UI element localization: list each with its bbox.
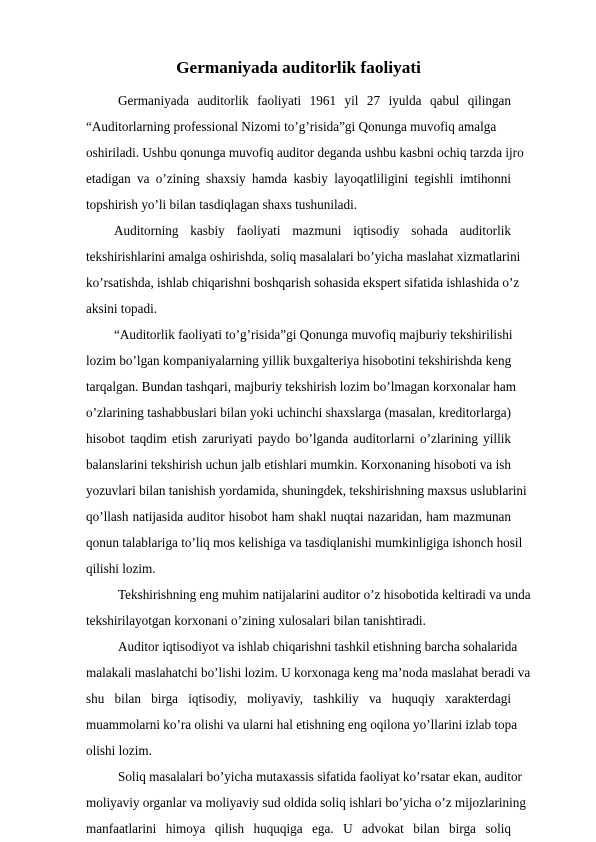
paragraph-line: tarqalgan. Bundan tashqari, majburiy tekshirish lozim bo’lmagan korxonalar ham <box>86 379 516 394</box>
paragraph-line: ko’rsatishda, ishlab chiqarishni boshqarish sohasida ekspert sifatida ishlashida o’z <box>86 275 520 290</box>
paragraph-line: Auditor iqtisodiyot va ishlab chiqarishni tashkil etishning barcha sohalarida <box>118 639 518 654</box>
paragraph-line: qonun talablariga to’liq mos kelishiga va tasdiqlanishi mumkinligiga ishonch hosil <box>86 535 523 550</box>
paragraph-line: Soliq masalalari bo’yicha mutaxassis sifatida faoliyat ko’rsatar ekan, auditor <box>118 769 522 784</box>
paragraph-line: etadigan va o’zining shaxsiy hamda kasbiy layoqatliligini tegishli imtihonni <box>86 171 511 186</box>
paragraph-line: oshiriladi. Ushbu qonunga muvofiq auditor deganda ushbu kasbni ochiq tarzda ijro <box>86 145 524 160</box>
paragraph-line: qilishi lozim. <box>86 561 156 576</box>
paragraph-line: malakali maslahatchi bo’lishi lozim. U korxonaga keng ma’noda maslahat beradi va <box>86 665 531 680</box>
paragraph-line: Tekshirishning eng muhim natijalarini auditor o’z hisobotida keltiradi va unda <box>118 587 531 602</box>
paragraph-line: o’zlarining tashabbuslari bilan yoki uchinchi shaxslarga (masalan, kreditorlarga) <box>86 405 511 420</box>
paragraph-line: lozim bo’lgan kompaniyalarning yillik buxgalteriya hisobotini tekshirishda keng <box>86 353 512 368</box>
paragraph-line: shu bilan birga iqtisodiy, moliyaviy, tashkiliy va huquqiy xarakterdagi <box>86 691 511 706</box>
paragraph-line: “Auditorlarning professional Nizomi to’g’risida”gi Qonunga muvofiq amalga <box>86 119 497 134</box>
paragraph-line: aksini topadi. <box>86 301 158 316</box>
paragraph-line: qo’llash natijasida auditor hisobot ham shakl nuqtai nazaridan, ham mazmunan <box>86 509 511 524</box>
document-title: Germaniyada auditorlik faoliyati <box>176 58 421 77</box>
paragraph-line: muammolarni ko’ra olishi va ularni hal etishning eng oqilona yo’llarini izlab topa <box>86 717 518 732</box>
paragraph-line: tekshirishlarini amalga oshirishda, soliq masalalari bo’yicha maslahat xizmatlarini <box>86 249 521 264</box>
paragraph-line: Auditorning kasbiy faoliyati mazmuni iqtisodiy sohada auditorlik <box>114 223 511 238</box>
paragraph-line: moliyaviy organlar va moliyaviy sud oldida soliq ishlari bo’yicha o’z mijozlarining <box>86 795 526 810</box>
paragraph-line: yozuvlari bilan tanishish yordamida, shuningdek, tekshirishning maxsus uslublarini <box>86 483 527 498</box>
paragraph-line: tekshirilayotgan korxonani o’zining xulosalari bilan tanishtiradi. <box>86 613 426 628</box>
paragraph-line: topshirish yo’li bilan tasdiqlagan shaxs tushuniladi. <box>86 197 358 212</box>
paragraph-line: olishi lozim. <box>86 743 152 758</box>
paragraph-line: balanslarini tekshirish uchun jalb etishlari mumkin. Korxonaning hisoboti va ish <box>86 457 511 472</box>
paragraph-line: “Auditorlik faoliyati to’g’risida”gi Qonunga muvofiq majburiy tekshirilishi <box>114 327 513 342</box>
paragraph-line: Germaniyada auditorlik faoliyati 1961 yil 27 iyulda qabul qilingan <box>118 93 511 108</box>
paragraph-line: manfaatlarini himoya qilish huquqiga ega. U advokat bilan birga soliq <box>86 821 511 836</box>
paragraph-line: hisobot taqdim etish zaruriyati paydo bo’lganda auditorlarni o’zlarining yillik <box>86 431 511 446</box>
